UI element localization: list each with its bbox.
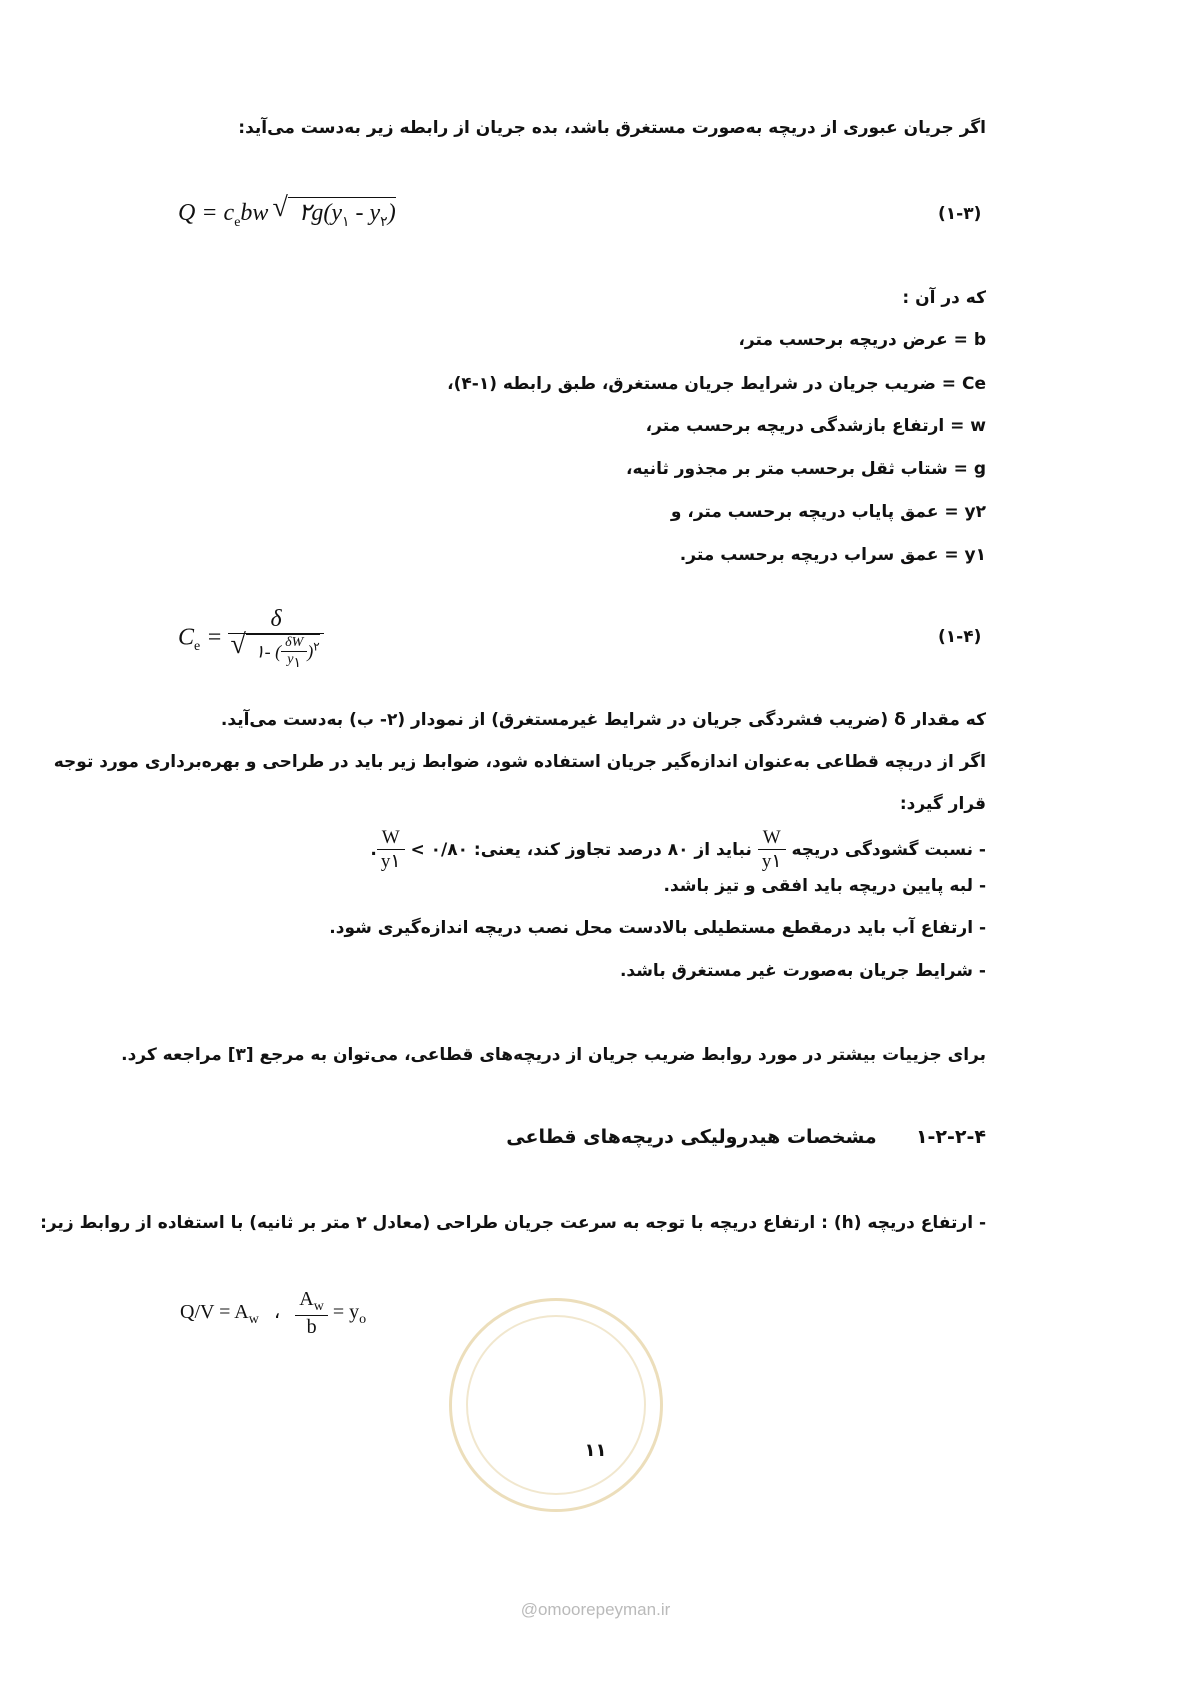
eq3-frac-num-a: A [299, 1288, 314, 1310]
eq1-rhs-b: bw [240, 200, 269, 226]
bullet1-end: . [370, 840, 377, 860]
eq3-frac-num-sub: w [313, 1299, 324, 1314]
watermark-url: @omoorepeyman.ir [520, 1600, 671, 1619]
bullet-lower-edge: - لبه پایین دریچه باید افقی و تیز باشد. [663, 876, 986, 896]
eq3-sep: ، [273, 1301, 281, 1324]
eq2-fraction [228, 606, 323, 672]
equation-1-3-number: (۱-۳) [938, 204, 982, 224]
bullet1-fraction [758, 827, 786, 873]
definition-y2: y۲ = عمق پایاب دریچه برحسب متر، و [670, 502, 986, 522]
bullet-free-flow: - شرایط جریان به‌صورت غیر مستغرق باشد. [619, 961, 986, 981]
definition-w: w = ارتفاع بازشدگی دریچه برحسب متر، [645, 416, 986, 436]
criteria-intro-line2: قرار گیرد: [899, 794, 986, 814]
eq2-radical [246, 634, 319, 672]
eq2-lhs: C [178, 624, 195, 651]
bullet1-frac2-num: W [381, 827, 400, 848]
where-label: که در آن : [902, 288, 986, 308]
eq2-inner-fraction [281, 635, 307, 672]
eq2-inner-num: δW [285, 635, 304, 650]
eq2-denominator [228, 633, 323, 672]
intro-paragraph: اگر جریان عبوری از دریچه به‌صورت مستغرق باشد، بده جریان از رابطه زیر به‌دست می‌آید: [238, 118, 986, 138]
delta-paragraph: که مقدار δ (ضریب فشردگی جریان در شرایط غیرمستغرق) از نمودار (۲- ب) به‌دست می‌آید. [220, 710, 986, 730]
eq2-inner-den-y: y [287, 652, 294, 667]
eq3-a-sub: w [248, 1312, 259, 1328]
eq2-inner-den [281, 651, 307, 672]
watermark-emblem [449, 1298, 663, 1512]
definition-g: g = شتاب ثقل برحسب متر بر مجذور ثانیه، [626, 459, 986, 479]
section-heading [506, 1126, 986, 1148]
eq2-den-pow: ۲ [313, 639, 320, 654]
bullet1-fraction-2 [377, 827, 405, 873]
eq1-radical [288, 197, 395, 231]
bullet1-frac2-den: y۱ [377, 849, 405, 873]
eq2-lhs-sub: e [194, 639, 201, 655]
eq2-numerator: δ [270, 606, 282, 632]
eq1-rhs-a: = c [201, 200, 235, 226]
definition-b: b = عرض دریچه برحسب متر، [738, 330, 986, 350]
bullet-water-height: - ارتفاع آب باید درمقطع مستطیلی بالادست محل نصب دریچه اندازه‌گیری شود. [329, 918, 986, 938]
page-number: ۱۱ [584, 1440, 607, 1461]
section-number: ۱-۲-۲-۴ [915, 1126, 986, 1148]
definition-ce: Ce = ضریب جریان در شرایط جریان مستغرق، طبق رابطه (۱-۴)، [447, 374, 986, 394]
bullet1-text-a: - نسبت گشودگی دریچه [791, 840, 986, 860]
bullet1-frac-den: y۱ [758, 849, 786, 873]
section-title: مشخصات هیدرولیکی دریچه‌های قطاعی [506, 1126, 877, 1148]
criteria-intro-line1: اگر از دریچه قطاعی به‌عنوان اندازه‌گیر جریان استفاده شود، ضوابط زیر باید در طراحی و بهره‌برداری مورد توجه [53, 752, 986, 772]
bullet-opening-ratio [370, 827, 986, 873]
eq1-lhs: Q [178, 200, 196, 226]
watermark-inner-ring [466, 1315, 646, 1495]
eq3-frac-num [295, 1288, 328, 1315]
eq3-a: Q/V = A [180, 1301, 249, 1324]
eq1-rhs-a-sub: e [234, 214, 241, 230]
definition-y1: y۱ = عمق سراب دریچه برحسب متر. [679, 545, 986, 565]
bullet1-frac-num: W [762, 827, 781, 848]
eq3-b-sub: o [359, 1312, 367, 1328]
eq1-root-mid: - y [349, 200, 381, 226]
eq3-frac-den: b [295, 1315, 328, 1339]
equation-1-3 [178, 197, 396, 231]
eq3-fraction [295, 1288, 328, 1339]
eq1-root-end: ) [387, 200, 396, 226]
equation-1-4-number: (۱-۴) [938, 627, 982, 647]
eq2-inner-den-sub: ۱ [293, 655, 302, 671]
equation-area-depth [180, 1288, 366, 1339]
gate-height-paragraph: - ارتفاع دریچه (h) : ارتفاع دریچه با توجه به سرعت جریان طراحی (معادل ۲ متر بر ثانیه) با استفاده از روابط زیر: [40, 1213, 986, 1233]
reference-paragraph: برای جزییات بیشتر در مورد روابط ضریب جریان از دریچه‌های قطاعی، می‌توان به مرجع [۳] مراجعه کرد. [121, 1045, 986, 1065]
eq1-root: ۲g(y [298, 200, 342, 226]
eq3-b: = y [332, 1301, 360, 1324]
eq2-den-a: ۱- ( [254, 641, 282, 662]
eq1-root-sub1: ۱ [341, 214, 350, 230]
bullet1-text-b: نباید از ۸۰ درصد تجاوز کند، یعنی: ۰/۸۰ > [410, 840, 752, 860]
eq2-den-b: ) [307, 641, 314, 662]
eq1-root-sub2: ۲ [380, 214, 388, 230]
equation-1-4: $C_e$ = δ √ ۱- ( $\frac{\delta W}{y۱}$ )$^۲$ [178, 606, 324, 672]
